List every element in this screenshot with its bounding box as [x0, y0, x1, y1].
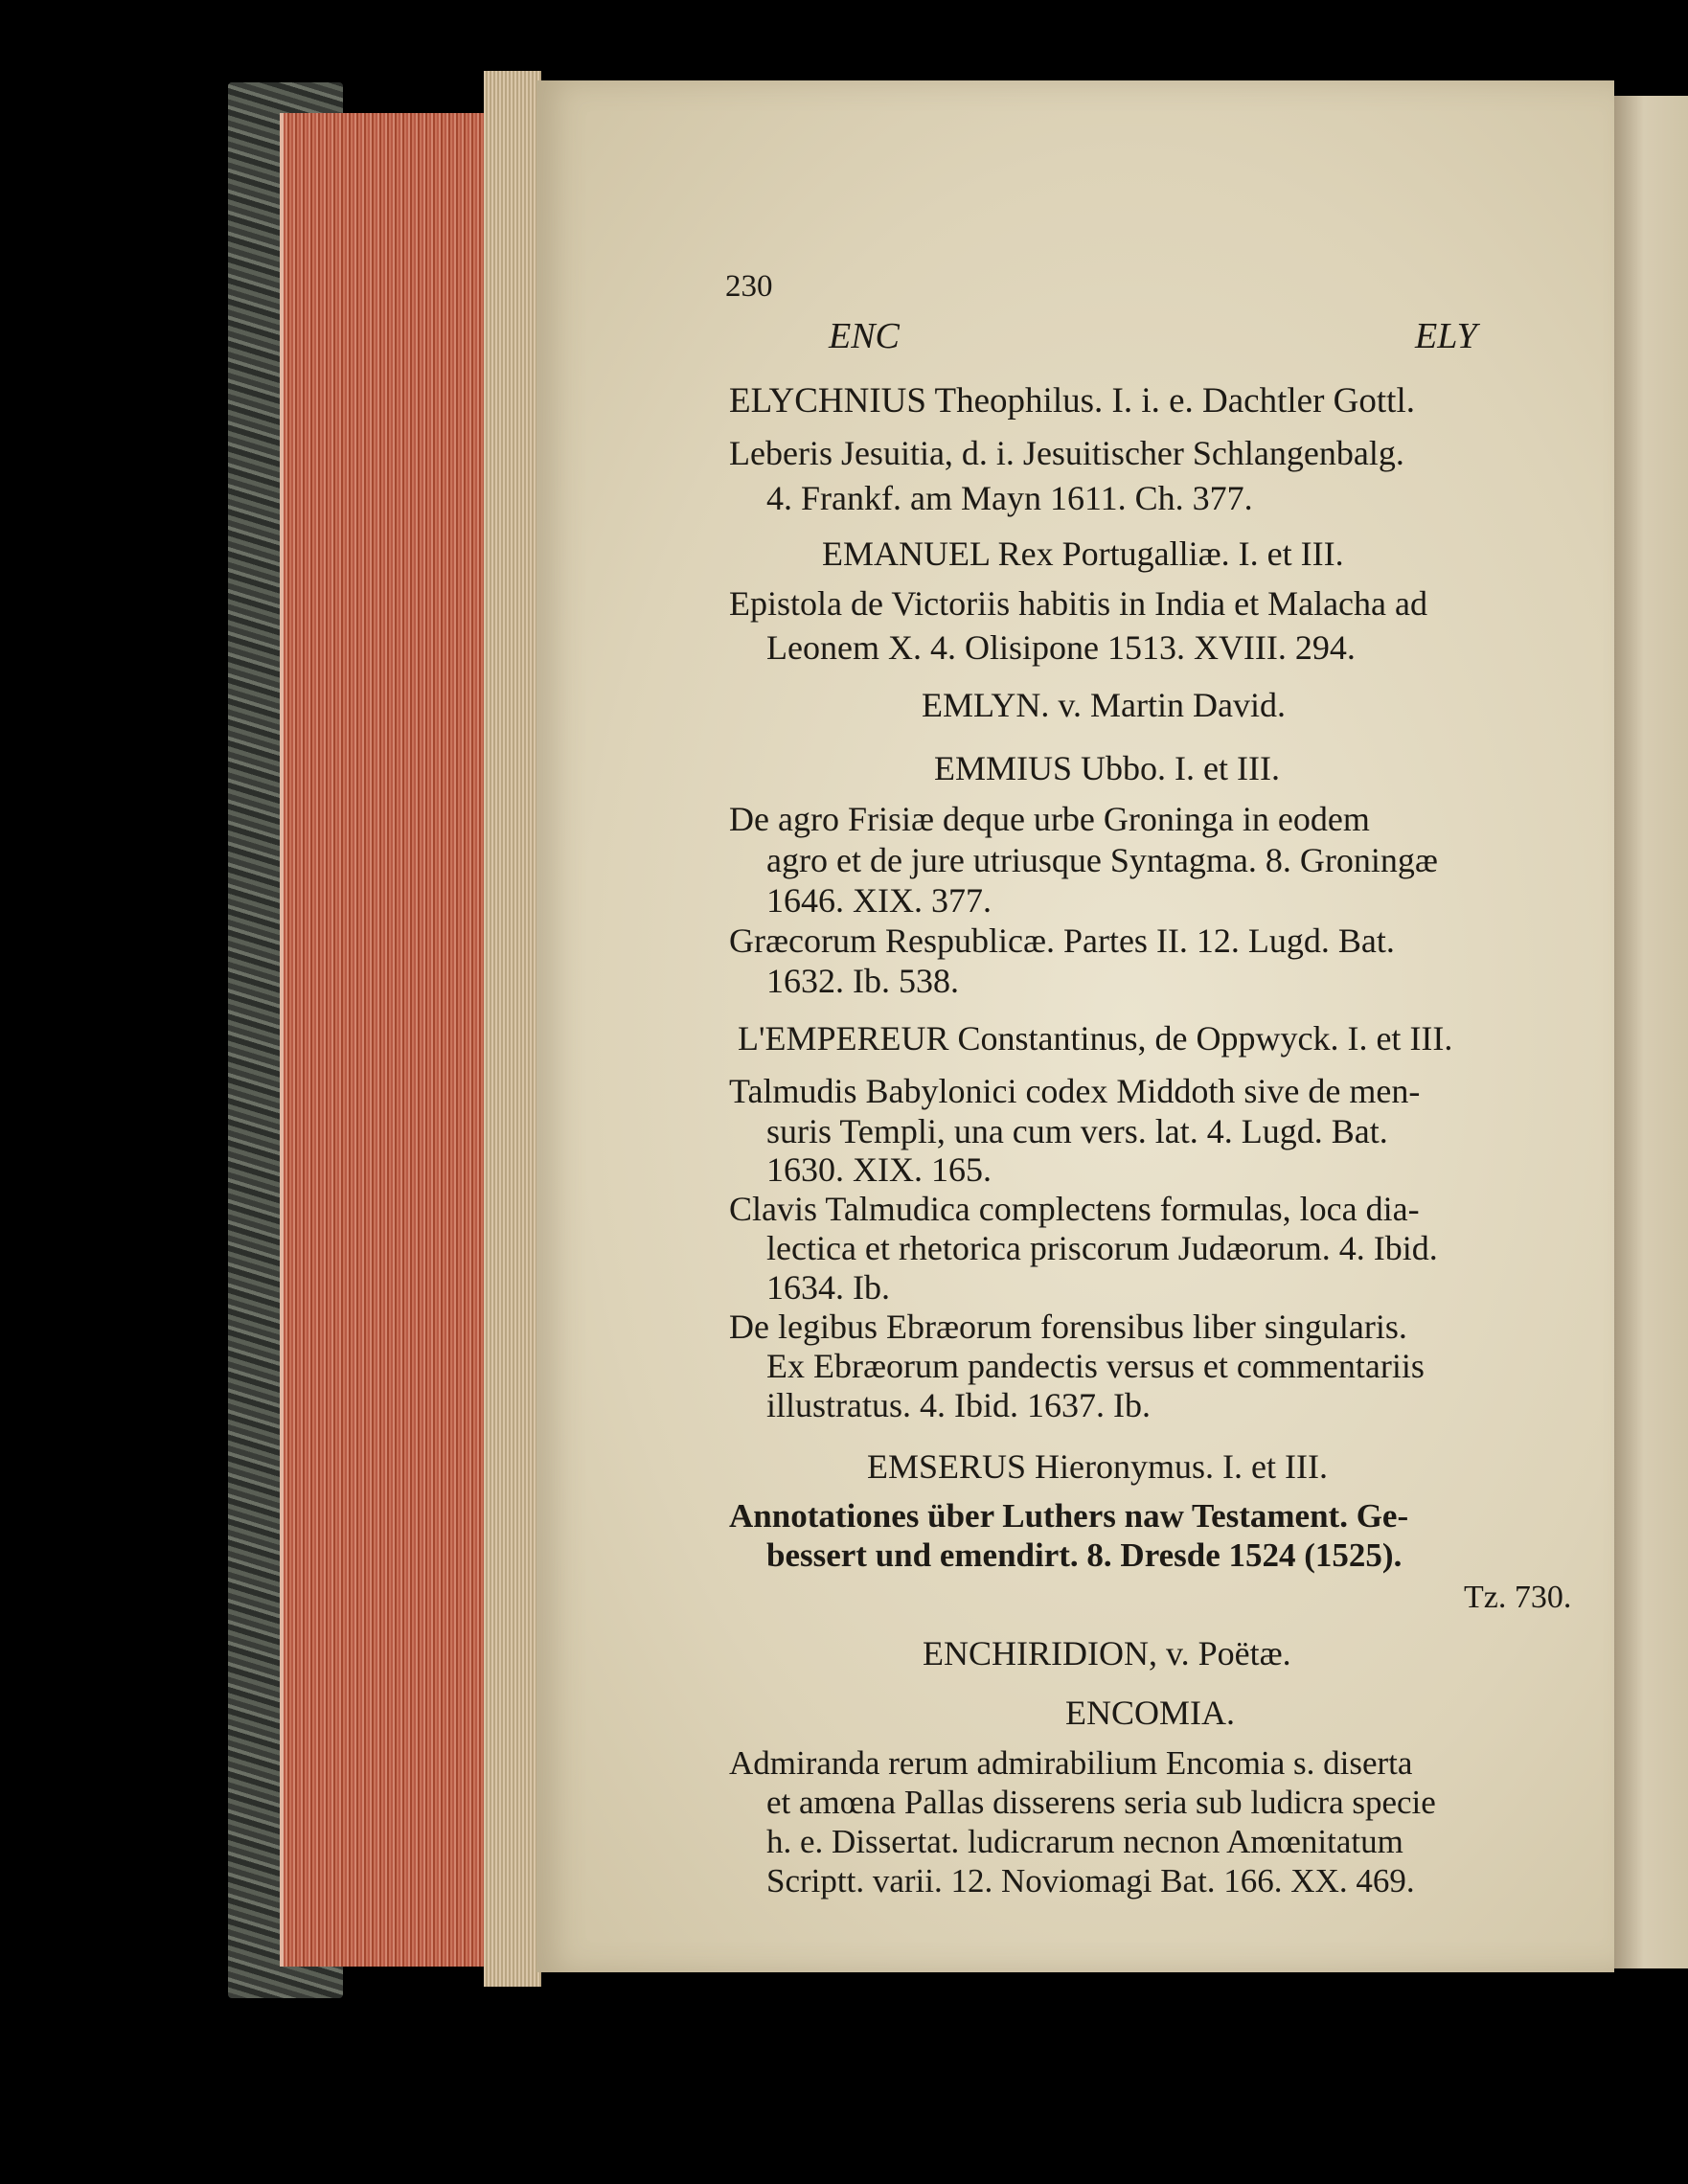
entry-line: 1630. XIX. 165.: [766, 1150, 992, 1189]
entry-line: Leonem X. 4. Olisipone 1513. XVIII. 294.: [766, 628, 1356, 667]
entry-heading: ENCOMIA.: [1065, 1694, 1235, 1732]
entry-line: De agro Frisiæ deque urbe Groninga in eodem: [729, 800, 1370, 838]
entry-line: et amœna Pallas disserens seria sub ludicra specie: [766, 1784, 1436, 1821]
entry-line: Scriptt. varii. 12. Noviomagi Bat. 166. XX. 469.: [766, 1862, 1415, 1900]
entry-line: 1646. XIX. 377.: [766, 881, 992, 920]
page-number: 230: [725, 269, 773, 304]
running-head-right: ELY: [1415, 316, 1477, 356]
entry-line: bessert und emendirt. 8. Dresde 1524 (1525).: [766, 1536, 1403, 1574]
entry-line: Clavis Talmudica complectens formulas, loca dia-: [729, 1190, 1420, 1228]
entry-line: 1632. Ib. 538.: [766, 962, 959, 1000]
entry-heading: EMANUEL Rex Portugalliæ. I. et III.: [822, 535, 1344, 573]
entry-line: Tz. 730.: [1464, 1580, 1572, 1615]
entry-line: De legibus Ebræorum forensibus liber singularis.: [729, 1308, 1407, 1346]
entry-line: h. e. Dissertat. ludicrarum necnon Amœnitatum: [766, 1823, 1403, 1860]
entry-line: suris Templi, una cum vers. lat. 4. Lugd. Bat.: [766, 1112, 1388, 1150]
entry-heading: ELYCHNIUS Theophilus. I. i. e. Dachtler Gottl.: [729, 381, 1415, 421]
entry-line: Leberis Jesuitia, d. i. Jesuitischer Schlangenbalg.: [729, 434, 1404, 472]
entry-heading: L'EMPEREUR Constantinus, de Oppwyck. I. et III.: [738, 1019, 1453, 1058]
entry-line: Admiranda rerum admirabilium Encomia s. diserta: [729, 1744, 1413, 1782]
entry-line: agro et de jure utriusque Syntagma. 8. Groningæ: [766, 841, 1438, 879]
entry-line: 1634. Ib.: [766, 1268, 890, 1307]
entry-heading: EMSERUS Hieronymus. I. et III.: [867, 1447, 1328, 1486]
entry-line: Epistola de Victoriis habitis in India et Malacha ad: [729, 584, 1427, 623]
entry-line: Græcorum Respublicæ. Partes II. 12. Lugd. Bat.: [729, 921, 1395, 960]
entry-heading: EMMIUS Ubbo. I. et III.: [934, 749, 1280, 787]
entry-line: illustratus. 4. Ibid. 1637. Ib.: [766, 1386, 1151, 1424]
entry-line: 4. Frankf. am Mayn 1611. Ch. 377.: [766, 479, 1253, 517]
entry-line: Annotationes über Luthers naw Testament. Ge-: [729, 1497, 1409, 1535]
running-head-left: ENC: [829, 316, 900, 356]
entry-line: lectica et rhetorica priscorum Judæorum. 4. Ibid.: [766, 1229, 1438, 1267]
entry-heading: EMLYN. v. Martin David.: [922, 686, 1287, 724]
entry-heading: ENCHIRIDION, v. Poëtæ.: [923, 1634, 1291, 1672]
entry-line: Ex Ebræorum pandectis versus et commentariis: [766, 1347, 1425, 1385]
entry-line: Talmudis Babylonici codex Middoth sive de men-: [729, 1072, 1421, 1110]
